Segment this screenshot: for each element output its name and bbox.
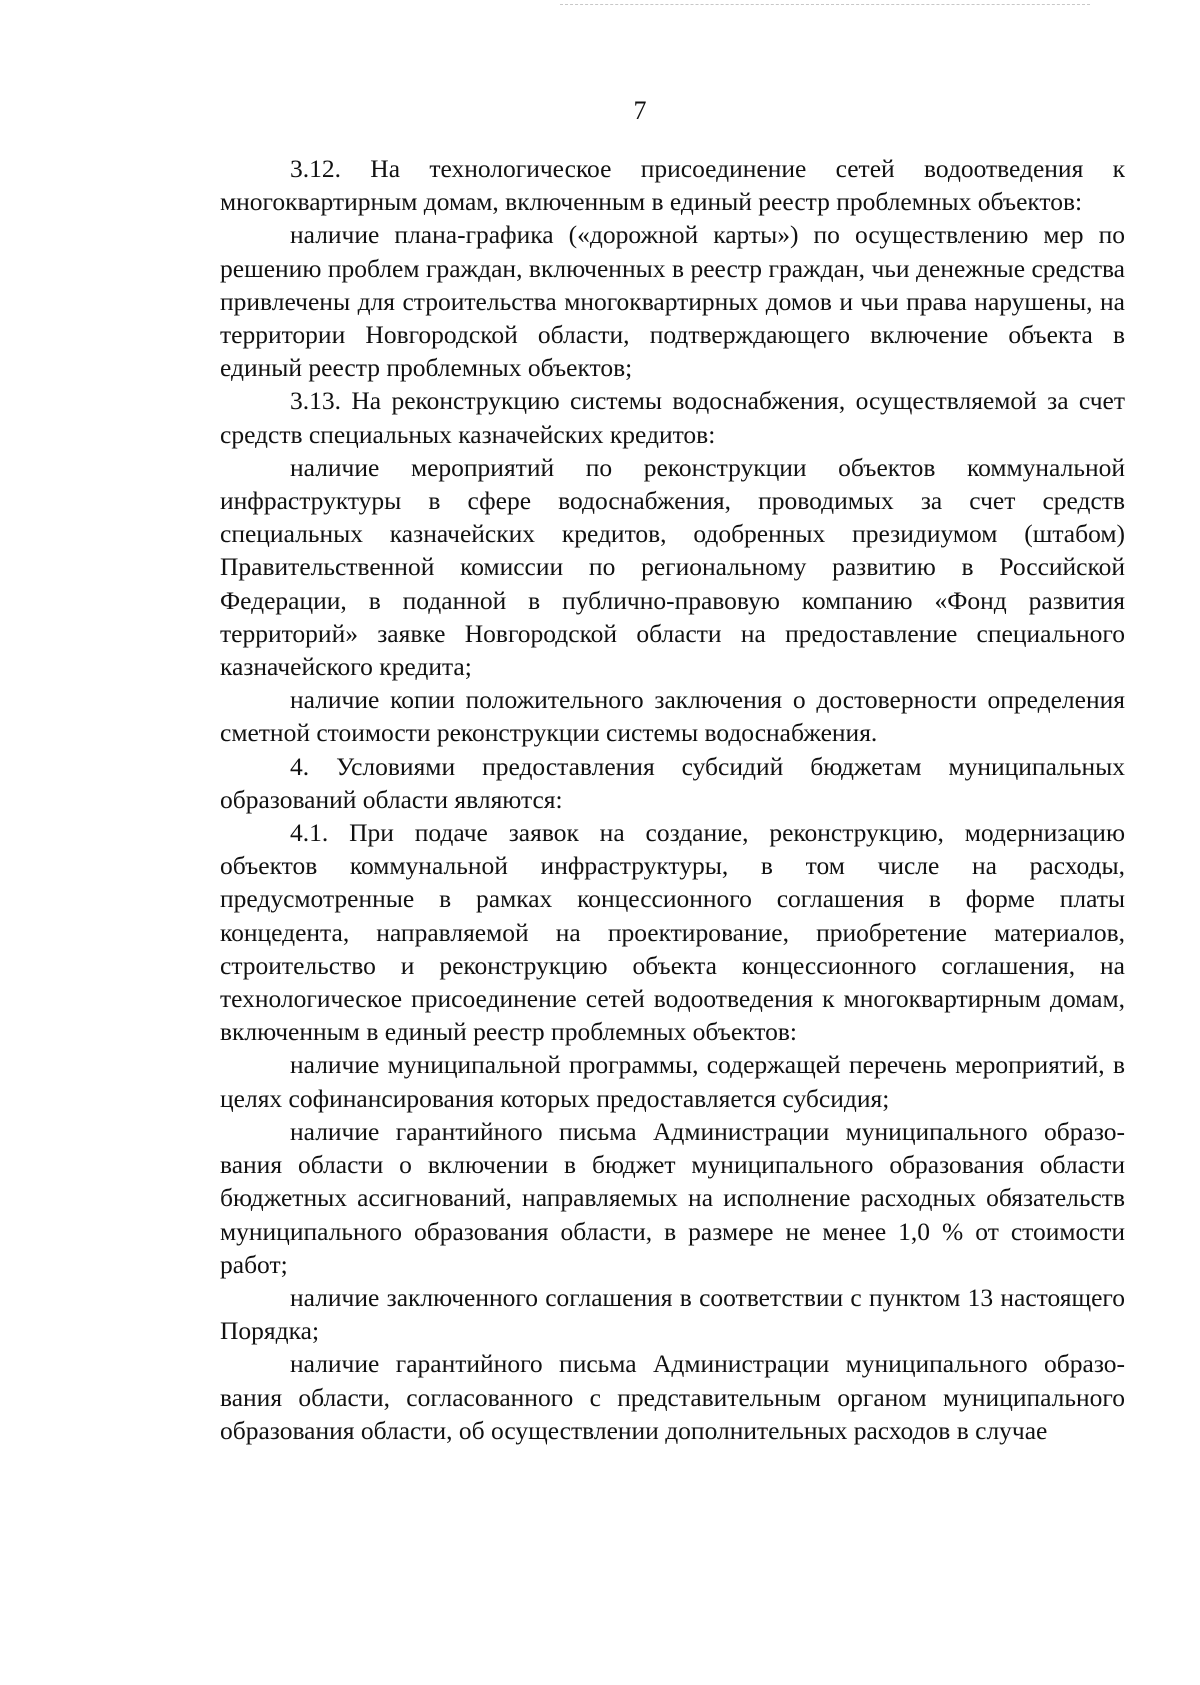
paragraph-3-12: 3.12. На технологическое присоединение сетей водоотведения к многоквартирным домам, включенным в единый реестр проблемных объектов: [220,154,1125,217]
paragraph-municipal-program: наличие муниципальной программы, содержащей перечень мероприятий, в целях софинансирования которых предоставляется субсидия; [220,1050,1125,1113]
paragraph-reconstruction-activities: наличие мероприятий по реконструкции объектов коммунальной инфраструктуры в сфере водоснабжения, проводимых за счет средств специальных казначейских кредитов, одобренных президиумом (штабом) Правительственной комиссии по региональному развитию в Российской Федерации, в поданной в публично-правовую компанию «Фонд развития территорий» заявке Новгородской области на предоставление специального казначейского кредита; [220,452,1125,682]
scan-artifact-line [560,4,1090,5]
paragraph-guarantee-letter-additional: наличие гарантийного письма Администрации муниципального образования области, согласованного с представительным органом муниципального образования области, об осуществлении дополнительных расходов в случае [220,1349,1125,1445]
paragraph-3-13: 3.13. На реконструкцию системы водоснабжения, осуществляемой за счет средств специальных казначейских кредитов: [220,386,1125,449]
paragraph-road-map: наличие плана-графика («дорожной карты») по осуществлению мер по решению проблем граждан, включенных в реестр граждан, чьи денежные средства привлечены для строительства многоквартирных домов и чьи права нарушены, на территории Новгородской области, подтверждающего включение объекта в единый реестр проблемных объектов; [220,220,1125,383]
paragraph-agreement: наличие заключенного соглашения в соответствии с пунктом 13 настоящего Порядка; [220,1282,1125,1346]
paragraph-guarantee-letter-budget: наличие гарантийного письма Администрации муниципального образования области о включении в бюджет муниципального образования области бюджетных ассигнований, направляемых на исполнение расходных обязательств муниципального образования области, в размере не менее 1,0 % от стоимости работ; [220,1116,1125,1279]
paragraph-4-conditions: 4. Условиями предоставления субсидий бюджетам муниципальных образований области являются: [220,751,1125,814]
paragraph-expert-conclusion: наличие копии положительного заключения о достоверности определения сметной стоимости реконструкции системы водоснабжения. [220,685,1125,748]
document-body [220,152,1125,1447]
paragraph-4-1: 4.1. При подаче заявок на создание, реконструкцию, модернизацию объектов коммунальной инфраструктуры, в том числе на расходы, предусмотренные в рамках концессионного соглашения в форме платы концедента, направляемой на проектирование, приобретение материалов, строительство и реконструкцию объекта концессионного соглашения, на технологическое присоединение сетей водоотведения к многоквартирным домам, включенным в единый реестр проблемных объектов: [220,818,1125,1047]
page-number: 7 [633,96,647,125]
